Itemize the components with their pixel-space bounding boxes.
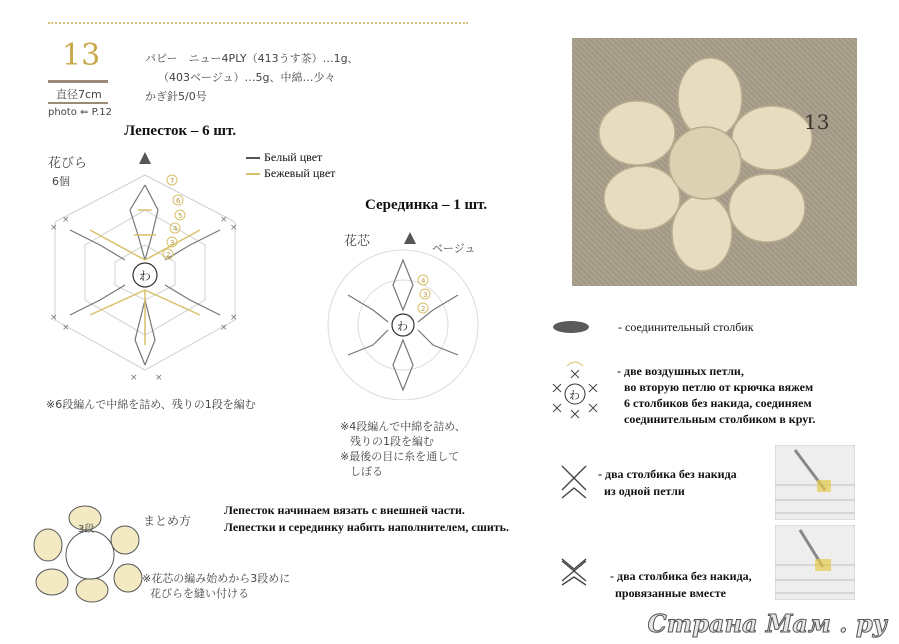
increase-text-2: из одной петли xyxy=(604,484,685,498)
slip-stitch-text: - соединительный столбик xyxy=(618,320,754,334)
decrease-photo xyxy=(775,525,855,600)
flower-photo xyxy=(572,38,857,286)
petal-row-3: 3 xyxy=(170,239,175,247)
petal-row-5: 5 xyxy=(178,212,183,220)
header-bar-2 xyxy=(48,102,108,104)
center-row-2: 2 xyxy=(421,305,426,313)
center-note-4: しぼる xyxy=(350,465,383,478)
ring-text-3: 6 столбиков без накида, соединяем xyxy=(624,396,812,410)
center-row-3: 3 xyxy=(423,291,428,299)
petal-note-jp: ※6段編んで中綿を詰め、残りの1段を編む xyxy=(46,398,256,411)
svg-text:×: × xyxy=(62,215,70,225)
decrease-text-2: провязанные вместе xyxy=(615,586,726,600)
photo-ref: photo ⇐ P.12 xyxy=(48,107,112,118)
center-row-4: 4 xyxy=(421,277,426,285)
assembly-instructions-1: Лепесток начинаем вязать с внешней части. xyxy=(224,503,465,517)
svg-text:×: × xyxy=(50,313,58,323)
ring-text-4: соединительным столбиком в круг. xyxy=(624,412,816,426)
center-start-arrow xyxy=(404,232,416,244)
petal-count-jp: 6個 xyxy=(52,175,70,188)
decrease-icon xyxy=(556,555,592,595)
petal-chart xyxy=(30,150,260,390)
ring-text-1: - две воздушных петли, xyxy=(617,364,744,378)
decrease-text-1: - два столбика без накида, xyxy=(610,569,752,583)
assembly-note-1: ※花芯の編み始めから3段めに xyxy=(142,572,291,585)
petal-label-jp: 花びら xyxy=(48,156,88,171)
header-dotted-line xyxy=(48,22,468,24)
petal-row-2: 2 xyxy=(166,251,171,259)
center-label-jp: 花芯 xyxy=(344,234,371,249)
materials-line-1: パピー ニュー4PLY（413うす茶）…1g、 xyxy=(145,52,359,65)
svg-text:×: × xyxy=(50,223,58,233)
assembly-label-jp: まとめ方 xyxy=(143,514,192,528)
petal-row-7: 7 xyxy=(170,177,175,185)
center-center-mark: わ xyxy=(397,320,408,333)
ring-text-2: во вторую петлю от крючка вяжем xyxy=(624,380,814,394)
assembly-instructions-2: Лепестки и серединку набить наполнителем, сшить. xyxy=(224,520,510,534)
assembly-diagram xyxy=(30,500,150,605)
photo-label: 13 xyxy=(804,110,830,134)
legend-white-text: Белый цвет xyxy=(264,150,323,164)
materials-line-3: かぎ針5/0号 xyxy=(145,90,207,103)
increase-photo xyxy=(775,445,855,520)
svg-text:×: × xyxy=(220,323,228,333)
petal-row-6: 6 xyxy=(176,197,181,205)
pattern-number: 13 xyxy=(62,38,101,73)
center-note-3: ※最後の目に糸を通して xyxy=(340,450,460,463)
svg-text:×: × xyxy=(220,215,228,225)
flower-illustration xyxy=(572,38,857,286)
center-chart xyxy=(318,230,488,400)
watermark: Страна Мам . ру xyxy=(647,609,887,638)
petal-row-4: 4 xyxy=(173,225,178,233)
center-note-1: ※4段編んで中綿を詰め、 xyxy=(340,420,466,433)
assembly-row-label: 3段 xyxy=(78,524,95,535)
svg-text:×: × xyxy=(155,373,163,383)
petal-center-mark: わ xyxy=(139,269,152,283)
ring-mark: わ xyxy=(569,389,580,402)
legend-beige-text: Бежевый цвет xyxy=(264,166,336,180)
diameter-label: 直径7cm xyxy=(56,88,102,101)
petal-start-arrow xyxy=(139,152,151,164)
materials-line-2: （403ベージュ）…5g、中綿…少々 xyxy=(158,71,336,84)
center-note-2: 残りの1段を編む xyxy=(350,435,434,448)
svg-text:×: × xyxy=(62,323,70,333)
svg-text:×: × xyxy=(230,313,238,323)
center-color-jp: ベージュ xyxy=(432,242,476,255)
magic-ring-icon xyxy=(545,360,605,420)
increase-icon xyxy=(556,462,592,502)
svg-text:×: × xyxy=(230,223,238,233)
center-heading: Серединка – 1 шт. xyxy=(365,197,488,213)
assembly-note-2: 花びらを縫い付ける xyxy=(150,587,249,600)
header-bar xyxy=(48,80,108,83)
svg-text:×: × xyxy=(130,373,138,383)
petal-heading: Лепесток – 6 шт. xyxy=(124,123,237,139)
increase-text-1: - два столбика без накида xyxy=(598,467,737,481)
slip-stitch-icon xyxy=(553,321,589,333)
